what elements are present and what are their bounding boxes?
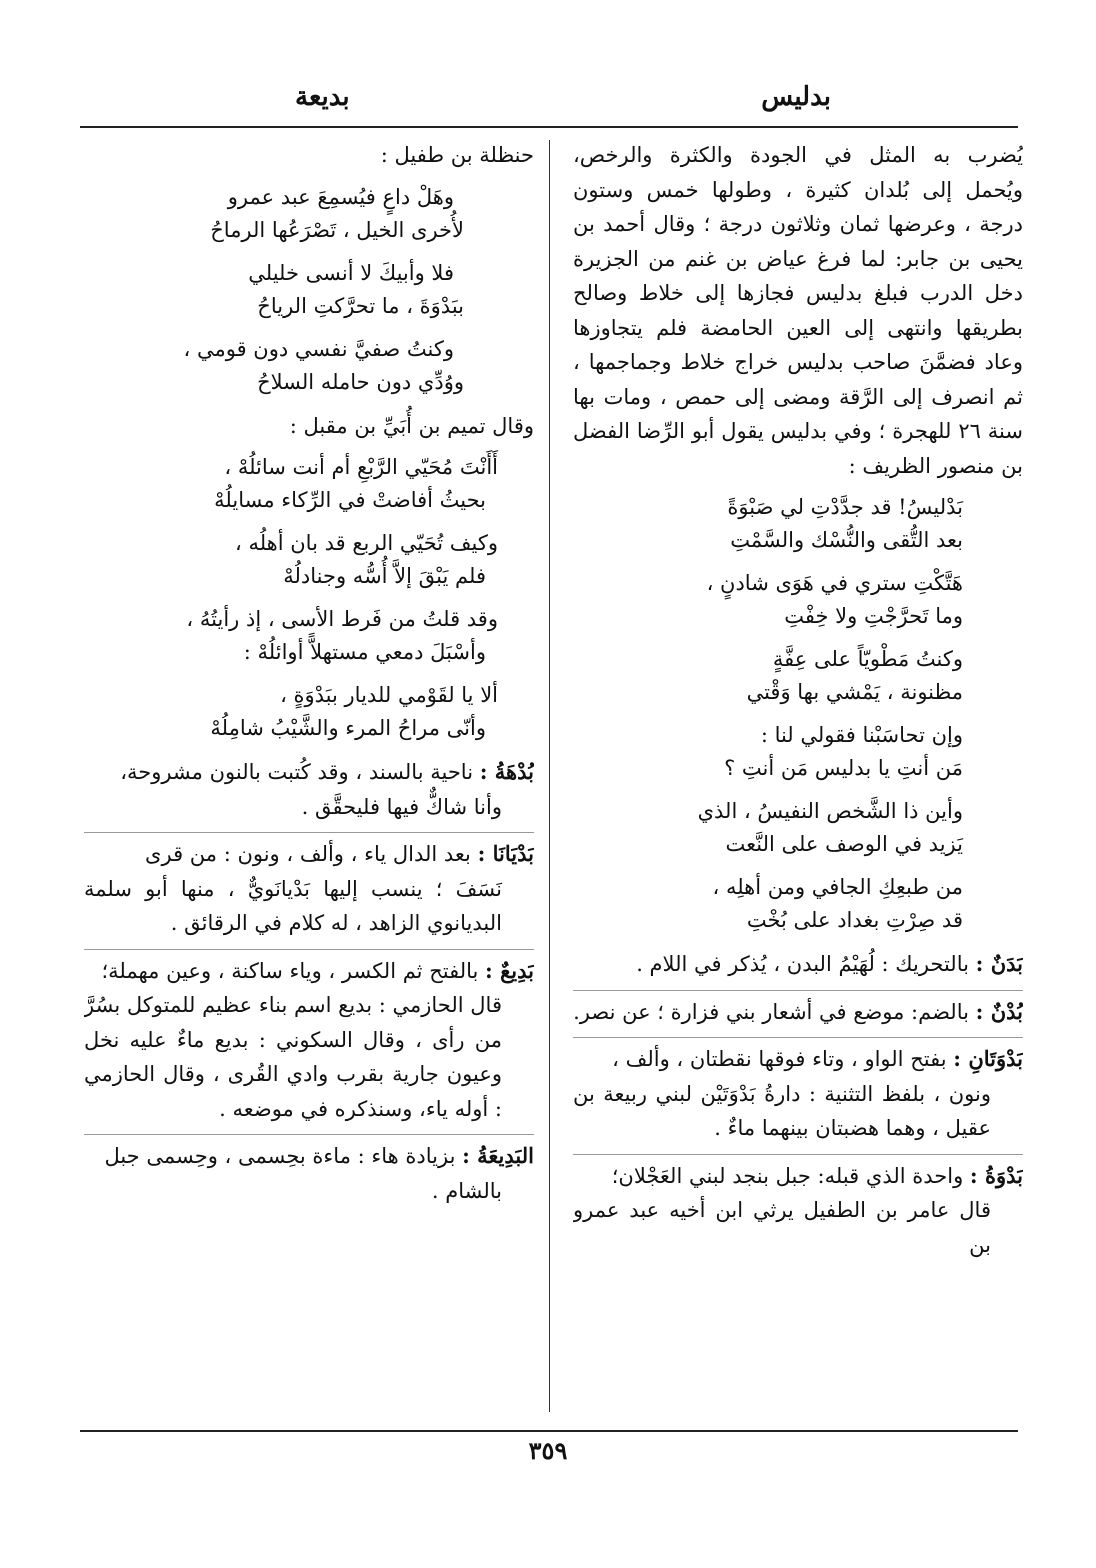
entry-headword: بَدْيَانَا : xyxy=(477,841,534,866)
verse-hemistich: ببَدْوَةَ ، ما تحرَّكتِ الرياحُ xyxy=(257,293,464,318)
dictionary-entry xyxy=(573,947,1023,991)
dictionary-entry xyxy=(84,1139,534,1216)
entry-definition: واحدة الذي قبله: جبل بنجد لبني العَجْلان؛ xyxy=(611,1163,964,1188)
footer-rule xyxy=(80,1430,1018,1432)
column-divider xyxy=(549,140,550,1412)
poem-verse xyxy=(84,181,534,247)
poem-verse xyxy=(84,603,534,669)
dictionary-entry xyxy=(84,837,534,950)
header-right-word: بدليس xyxy=(761,82,831,112)
entry-continuation: ونون ، بلفظ التثنية : دارةُ بَدْوَتَيْن لبني ربيعة بن عقيل ، وهما هضبتان بينهما ماءٌ . xyxy=(573,1081,991,1140)
verse-hemistich: وكنتُ صفيَّ نفسي دون قومي ، xyxy=(183,336,454,361)
verse-hemistich: فلا وأبيكَ لا أنسى خليلي xyxy=(248,260,454,285)
dictionary-entry xyxy=(84,755,534,833)
header-rule xyxy=(80,126,1018,128)
verse-hemistich: بعد التُّقى والنُّسْك والسَّمْتِ xyxy=(730,528,963,552)
verse-hemistich: لأُخرى الخيل ، تَصْرَعُها الرماحُ xyxy=(210,217,464,242)
verse-hemistich: وكنتُ مَطْويّاً على عِفَّةٍ xyxy=(772,647,963,671)
verse-hemistich: مظنونة ، يَمْشي بها وَقْتي xyxy=(746,680,963,704)
verse-hemistich: وكيف تُحَيّي الربع قد بان أهلُه ، xyxy=(235,531,498,555)
verse-hemistich: ووُدِّي دون حامله السلاحُ xyxy=(257,369,464,394)
poem-verse xyxy=(84,333,534,399)
verse-hemistich: وقد قلتُ من فَرط الأسى ، إذ رأيتُهُ ، xyxy=(186,607,498,631)
verse-hemistich: مَن أنتِ يا بدليس مَن أنتِ ؟ xyxy=(724,756,963,780)
entry-definition: بالفتح ثم الكسر ، وياء ساكنة ، وعين مهملة؛ xyxy=(101,958,479,983)
entry-headword: البَدِيعَةُ : xyxy=(462,1143,534,1168)
poem-verse xyxy=(84,257,534,323)
hanzala-poem xyxy=(84,181,534,399)
entry-continuation: نَسَفَ ؛ ينسب إليها بَدْيانَويٌّ ، منها أبو سلمة البديانوي الزاهد ، له كلام في الرقائق . xyxy=(84,876,502,935)
entry-headword: بُدْهَةُ : xyxy=(479,759,534,784)
entry-headword: بَدْوَةُ : xyxy=(969,1162,1023,1188)
poem-verse xyxy=(84,527,534,593)
left-column xyxy=(84,138,534,1418)
verse-hemistich: أَأَنْتَ مُحَيّي الرَّبْعِ أم أنت سائلُهْ ، xyxy=(224,455,498,479)
entry-definition: بالضم: موضع في أشعار بني فزارة ؛ عن نصر. xyxy=(573,999,969,1024)
poem-verse xyxy=(573,795,1023,861)
verse-hemistich: وإن تحاسَبْنا فقولي لنا : xyxy=(760,723,963,747)
verse-hemistich: وأسْبَلَ دمعي مستهلاًّ أوائلُهْ : xyxy=(243,640,486,664)
verse-hemistich: ألا يا لقَوْمي للديار ببَدْوَةٍ ، xyxy=(280,683,498,707)
entry-continuation: قال الحازمي : بديع اسم بناء عظيم للمتوكل بسُرَّ من رأى ، وقال السكوني : بديع ماءٌ عليه نخل وعيون جارية بقرب وادي القُرى ، وقال الحازمي : أوله ياء، وسنذكره في موضعه . xyxy=(84,993,502,1121)
entry-definition: بالتحريك : لُهَيْمُ البدن ، يُذكر في اللام . xyxy=(636,952,969,976)
entry-continuation: وأنا شاكٌّ فيها فليحقَّق . xyxy=(301,794,502,819)
poem-verse xyxy=(84,451,534,517)
verse-hemistich: وأنّى مراحُ المرء والشَّيْبُ شامِلُهْ xyxy=(210,716,486,740)
poem-verse xyxy=(573,871,1023,937)
verse-hemistich: وما تَحرَّجْتِ ولا خِفْتِ xyxy=(784,604,963,628)
dictionary-entry xyxy=(573,1042,1023,1155)
verse-hemistich: وأين ذا الشَّخص النفيسُ ، الذي xyxy=(697,799,963,823)
dictionary-entry xyxy=(573,995,1023,1039)
verse-hemistich: يَزيد في الوصف على النَّعت xyxy=(725,832,963,856)
entry-definition: ناحية بالسند ، وقد كُتبت بالنون مشروحة، xyxy=(120,760,474,784)
poem-intro: وقال تميم بن أُبَيِّ بن مقبل : xyxy=(289,413,534,438)
verse-hemistich: هَتَّكْتِ ستري في هَوَى شادنٍ ، xyxy=(706,571,963,595)
entry-continuation: بالشام . xyxy=(431,1178,502,1203)
poem-verse xyxy=(573,567,1023,633)
verse-hemistich: وهَلْ داعٍ فيُسمِعَ عبد عمرو xyxy=(227,184,454,209)
badlis-poem xyxy=(573,491,1023,937)
poem-verse xyxy=(573,719,1023,785)
entry-headword: بَدِيعٌ : xyxy=(485,957,534,983)
poem-verse xyxy=(573,643,1023,709)
poem-verse xyxy=(84,679,534,745)
entry-headword: بَدْوَتَانِ : xyxy=(953,1046,1023,1071)
poem-intro: حنظلة بن طفيل : xyxy=(380,143,534,167)
right-column xyxy=(573,138,1023,1418)
dictionary-entry xyxy=(84,954,534,1136)
verse-hemistich: من طبعِكِ الجافي ومن أهلِه ، xyxy=(712,875,963,899)
header-left-word: بديعة xyxy=(295,82,350,112)
poem-verse xyxy=(573,491,1023,557)
entry-definition: بعد الدال ياء ، وألف ، ونون : من قرى xyxy=(145,842,471,866)
entry-definition: بزيادة هاء : ماءة بحِسمى ، وحِسمى جبل xyxy=(104,1144,456,1168)
entry-continuation: قال عامر بن الطفيل يرثي ابن أخيه عبد عمرو بن xyxy=(573,1198,991,1257)
verse-hemistich: فلم يَبْقَ إلاَّ أُسُّه وجنادلُهْ xyxy=(283,564,486,588)
page-number: ٣٥٩ xyxy=(528,1436,568,1465)
opening-paragraph: يُضرب به المثل في الجودة والكثرة والرخص، ويُحمل إلى بُلدان كثيرة ، وطولها خمس وستون درجة ، وعرضها ثمان وثلاثون درجة ؛ وقال أحمد بن يحيى بن جابر: لما فرغ عياض بن غنم من الجزيرة دخل الدرب فبلغ بدليس فجازها إلى خلاط وصالح بطريقها وانتهى إلى العين الحامضة فلم يتجاوزها وعاد فضمَّنَ صاحب بدليس خراج خلاط وجماجمها ، ثم انصرف إلى الرَّقة ومضى إلى حمص ، ومات بها سنة ٢٦ للهجرة ؛ وفي بدليس يقول أبو الرِّضا الفضل بن منصور الظريف : xyxy=(573,143,1023,478)
verse-hemistich: قد صِرْتِ بغداد على بُخْتِ xyxy=(746,908,963,932)
verse-hemistich: بَدْليسُ! قد جدَّدْتِ لي صَبْوَةً xyxy=(727,495,963,519)
entry-definition: بفتح الواو ، وتاء فوقها نقطتان ، وألف ، xyxy=(612,1047,947,1071)
entry-headword: بُدْنٌ : xyxy=(975,998,1023,1024)
entry-headword: بَدَنٌ : xyxy=(975,951,1023,976)
dictionary-entry xyxy=(573,1159,1023,1271)
verse-hemistich: بحيثُ أفاضتْ في الرِّكاء مسايلُهْ xyxy=(214,488,486,512)
tamim-poem xyxy=(84,451,534,745)
